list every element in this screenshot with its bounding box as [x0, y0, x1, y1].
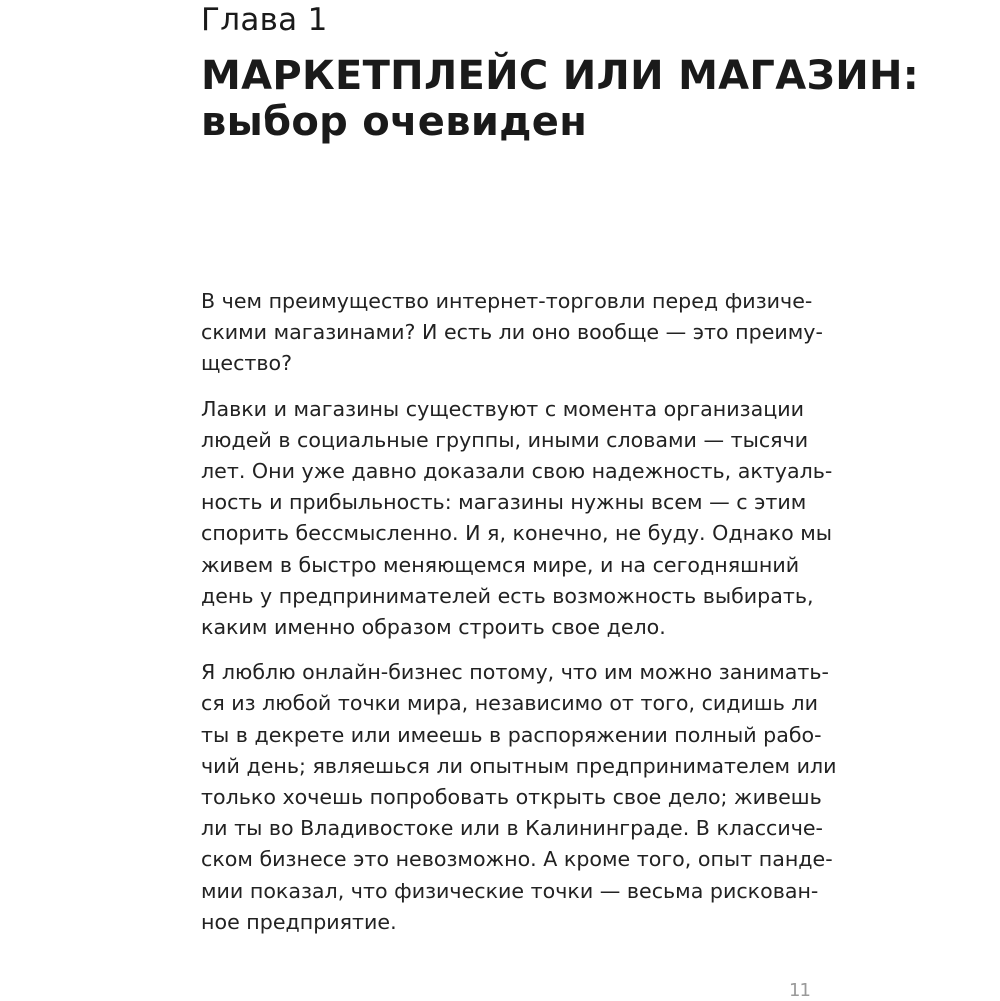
paragraph-1	[201, 286, 823, 380]
text-line: щество?	[201, 351, 293, 376]
text-line: скими магазинами? И есть ли оно вообще — это преиму-	[201, 320, 823, 345]
body-text	[201, 286, 837, 952]
chapter-label: Глава 1	[201, 2, 328, 38]
text-line: ском бизнесе это невозможно. А кроме того, опыт панде-	[201, 847, 833, 872]
text-line: ность и прибыльность: магазины нужны всем — с этим	[201, 490, 807, 515]
chapter-title: МАРКЕТПЛЕЙС ИЛИ МАГАЗИН:	[201, 53, 920, 99]
page-number: 11	[789, 980, 810, 1001]
paragraph-2	[201, 394, 833, 644]
text-line: людей в социальные группы, иными словами — тысячи	[201, 427, 809, 452]
text-line: Лавки и магазины существуют с момента организации	[201, 396, 804, 421]
text-line: ты в декрете или имеешь в распоряжении полный рабо-	[201, 722, 822, 747]
text-line: Я люблю онлайн-бизнес потому, что им можно занимать-	[201, 660, 829, 685]
text-line: каким именно образом строить свое дело.	[201, 615, 666, 640]
text-line: лет. Они уже давно доказали свою надежность, актуаль-	[201, 459, 833, 484]
text-line: ное предприятие.	[201, 909, 397, 934]
text-line: мии показал, что физические точки — весьма рискован-	[201, 878, 819, 903]
text-line: ся из любой точки мира, независимо от того, сидишь ли	[201, 691, 818, 716]
chapter-subtitle: выбор очевиден	[201, 99, 588, 145]
text-line: только хочешь попробовать открыть свое дело; живешь	[201, 785, 822, 810]
paragraph-3	[201, 657, 837, 938]
text-line: день у предпринимателей есть возможность выбирать,	[201, 583, 814, 608]
text-line: спорить бессмысленно. И я, конечно, не буду. Однако мы	[201, 521, 833, 546]
text-line: чий день; являешься ли опытным предпринимателем или	[201, 753, 837, 778]
text-line: живем в быстро меняющемся мире, и на сегодняшний	[201, 552, 800, 577]
text-line: В чем преимущество интернет-торговли перед физиче-	[201, 289, 813, 313]
text-line: ли ты во Владивостоке или в Калининграде. В классиче-	[201, 816, 823, 841]
